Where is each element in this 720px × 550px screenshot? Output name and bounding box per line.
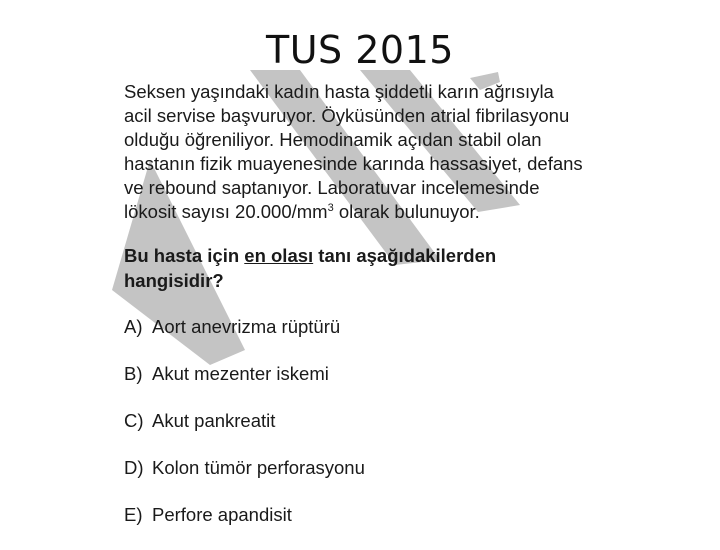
option-text: Akut pankreatit — [152, 410, 276, 431]
stem-line — [124, 200, 644, 224]
prompt-text: Bu hasta için — [124, 245, 245, 266]
option-b[interactable] — [124, 362, 644, 386]
stem-line: acil servise başvuruyor. Öyküsünden atrial fibrilasyonu — [124, 105, 570, 126]
option-letter: D) — [124, 457, 144, 478]
slide-title: TUS 2015 — [266, 28, 454, 72]
option-letter: A) — [124, 316, 143, 337]
stem-line: Seksen yaşındaki kadın hasta şiddetli karın ağrısıyla — [124, 81, 554, 102]
option-e[interactable] — [124, 503, 644, 527]
option-text: Akut mezenter iskemi — [152, 363, 329, 384]
stem-line: hastanın fizik muayenesinde karında hassasiyet, defans — [124, 153, 583, 174]
prompt-text: tanı aşağıdakilerden — [313, 245, 497, 266]
prompt-emphasis: en olası — [244, 245, 314, 266]
stem-text-after: olarak bulunuyor. — [333, 201, 480, 222]
question-prompt — [124, 243, 644, 293]
stem-text: lökosit sayısı 20.000/mm — [124, 201, 328, 222]
option-text: Aort anevrizma rüptürü — [152, 316, 341, 337]
option-text: Perfore apandisit — [152, 504, 292, 525]
option-letter: C) — [124, 410, 144, 431]
question-stem — [124, 80, 644, 224]
prompt-line: hangisidir? — [124, 270, 224, 291]
superscript-exponent: 3 — [327, 202, 334, 214]
answer-options — [124, 315, 644, 527]
stem-line: olduğu öğreniliyor. Hemodinamik açıdan stabil olan — [124, 129, 542, 150]
stem-line: ve rebound saptanıyor. Laboratuvar incelemesinde — [124, 177, 540, 198]
question-block — [124, 80, 644, 550]
option-c[interactable] — [124, 409, 644, 433]
option-text: Kolon tümör perforasyonu — [152, 457, 365, 478]
option-letter: B) — [124, 363, 143, 384]
prompt-line — [124, 243, 644, 268]
option-letter: E) — [124, 504, 143, 525]
option-d[interactable] — [124, 456, 644, 480]
option-a[interactable] — [124, 315, 644, 339]
